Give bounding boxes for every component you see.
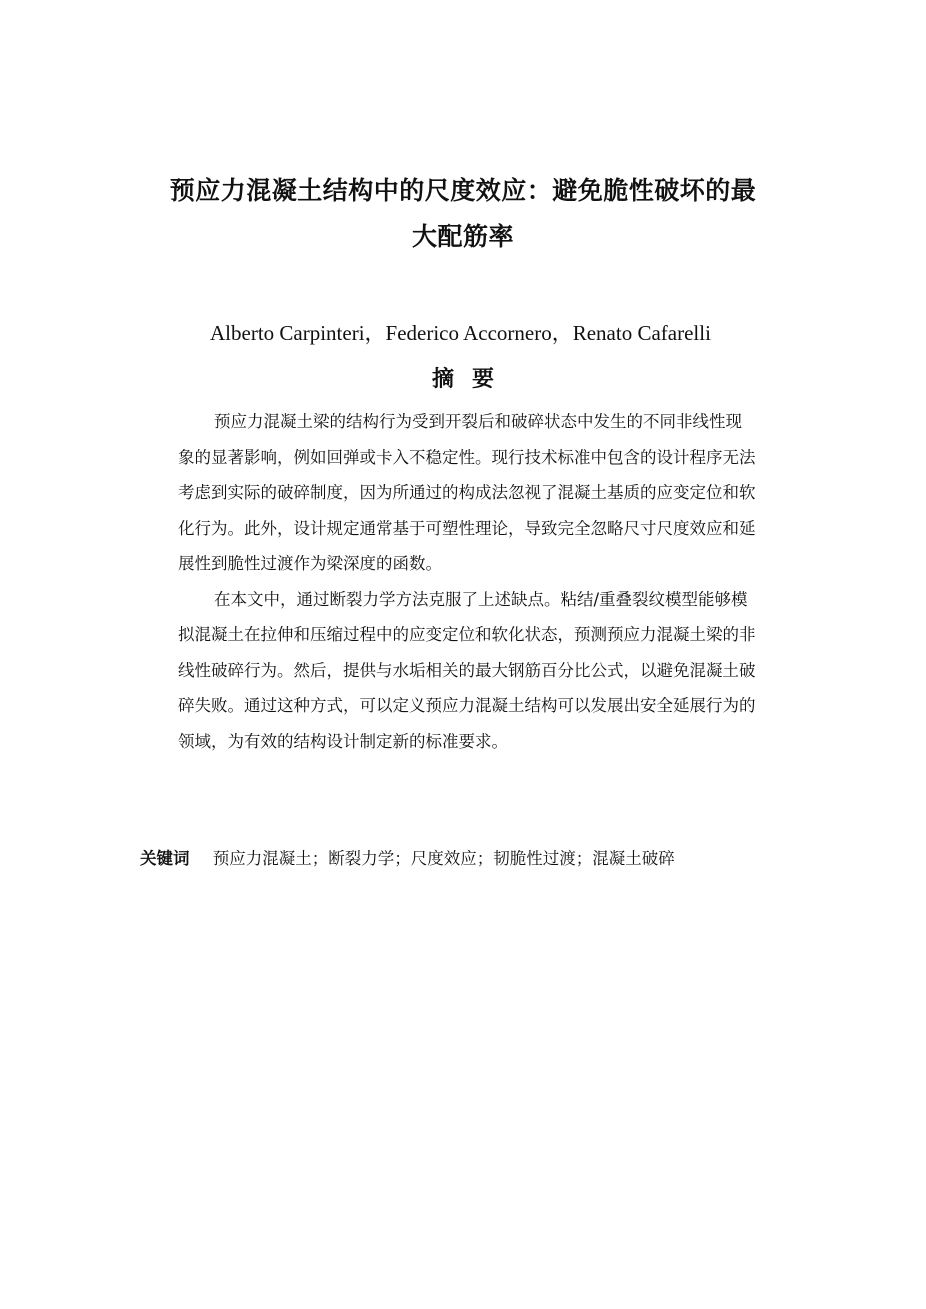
keywords-list: 预应力混凝土；断裂力学；尺度效应；韧脆性过渡；混凝土破碎 [212, 849, 675, 868]
abstract-line: 拟混凝土在拉伸和压缩过程中的应变定位和软化状态，预测预应力混凝土梁的非 [178, 625, 756, 644]
abstract-body [142, 404, 790, 759]
keywords-label: 关键词 [140, 849, 190, 868]
abstract-paragraph-2 [142, 582, 790, 760]
abstract-line: 象的显著影响，例如回弹或卡入不稳定性。现行技术标准中包含的设计程序无法 [178, 447, 756, 467]
abstract-line: 预应力混凝土梁的结构行为受到开裂后和破碎状态中发生的不同非线性现 [214, 412, 742, 431]
keywords-section [140, 845, 840, 873]
abstract-line: 展性到脆性过渡作为梁深度的函数。 [178, 554, 442, 573]
abstract-line: 化行为。此外，设计规定通常基于可塑性理论，导致完全忽略尺寸尺度效应和延 [178, 518, 756, 538]
abstract-line: 线性破碎行为。然后，提供与水垢相关的最大钢筋百分比公式，以避免混凝土破 [178, 660, 756, 680]
abstract-line: 在本文中，通过断裂力学方法克服了上述缺点。粘结/重叠裂纹模型能够模 [214, 589, 748, 609]
abstract-paragraph-1 [142, 404, 790, 582]
paper-title-line-1: 预应力混凝土结构中的尺度效应：避免脆性破坏的最 [169, 176, 757, 205]
author-list: Alberto Carpinteri，Federico Accornero，Renato Cafarelli [210, 321, 711, 345]
paper-title-line-2: 大配筋率 [411, 222, 514, 251]
abstract-heading: 摘要 [431, 367, 512, 392]
abstract-line: 考虑到实际的破碎制度，因为所通过的构成法忽视了混凝土基质的应变定位和软 [178, 483, 756, 502]
abstract-line: 碎失败。通过这种方式，可以定义预应力混凝土结构可以发展出安全延展行为的 [178, 696, 756, 715]
paper-title [130, 168, 796, 260]
abstract-line: 领域，为有效的结构设计制定新的标准要求。 [178, 731, 508, 751]
